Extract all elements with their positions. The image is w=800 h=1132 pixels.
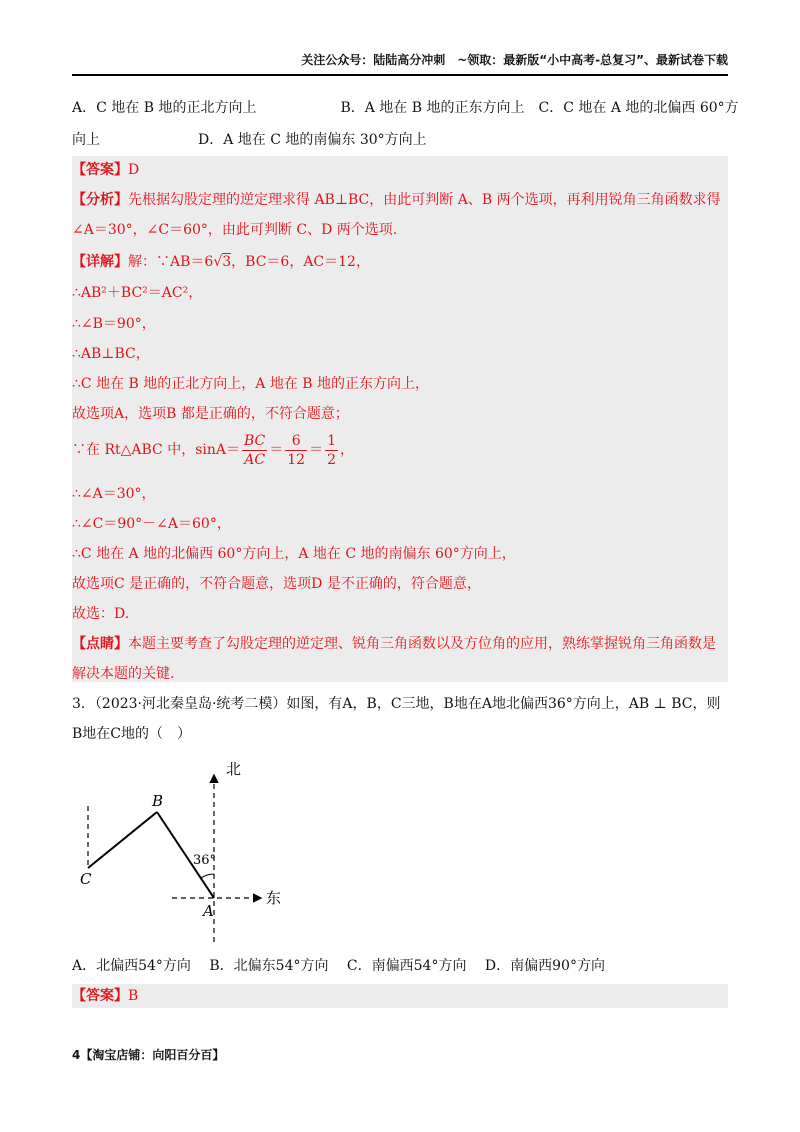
q2-detail-1	[72, 252, 370, 272]
frac3-den: 2	[327, 451, 337, 468]
direction-diagram	[60, 750, 300, 950]
label-east: 东	[266, 889, 282, 907]
q3-stem-2: B地在C地的（ ）	[72, 726, 191, 742]
answer-tag: 【答案】	[72, 162, 128, 178]
q3-answer-value: B	[128, 988, 139, 1004]
q2-detail-4: ∴AB⊥BC，	[72, 346, 150, 362]
q2-detail-2: ∴AB²＋BC²＝AC²，	[72, 285, 203, 301]
detail-text-7a: ∵在 Rt△ABC 中，sinA＝	[72, 442, 240, 458]
segment-cb	[88, 812, 157, 868]
q2-detail-9: ∴∠C＝90°－∠A＝60°，	[72, 516, 231, 532]
analysis-tag: 【分析】	[72, 192, 128, 208]
fraction-bc-ac	[242, 432, 267, 469]
eq-2: ＝	[309, 442, 324, 458]
label-b: B	[152, 792, 164, 810]
q2-detail-11: 故选项C 是正确的，不符合题意，选项D 是不正确的，符合题意，	[72, 576, 481, 592]
q2-analysis-1	[72, 190, 721, 210]
sqrt-symbol: √	[213, 254, 223, 270]
q2-detail-12: 故选：D.	[72, 606, 130, 622]
fraction-1-2	[325, 432, 338, 469]
label-c: C	[80, 870, 92, 888]
detail-text-7b: ，	[340, 442, 355, 458]
q3-options: A．北偏西54°方向 B．北偏东54°方向 C．南偏西54°方向 D．南偏西90°方向	[72, 958, 605, 974]
q2-options-line1: A．C 地在 B 地的正北方向上 B．A 地在 B 地的正东方向上 C．C 地在 A 地的北偏西 60°方	[72, 100, 739, 116]
q3-answer-tag: 【答案】	[72, 988, 128, 1004]
label-a: A	[203, 902, 214, 920]
q2-options-line2: 向上 D．A 地在 C 地的南偏东 30°方向上	[72, 132, 427, 148]
detail-text-1b: ，BC＝6，AC＝12，	[231, 254, 370, 270]
q2-answer	[72, 160, 139, 180]
sqrt-radicand: 3	[222, 254, 232, 270]
q2-detail-10: ∴C 地在 A 地的北偏西 60°方向上，A 地在 C 地的南偏东 60°方向上，	[72, 546, 516, 562]
q3-answer-block	[72, 984, 728, 1008]
label-angle: 36°	[193, 853, 217, 868]
detail-tag: 【详解】	[72, 254, 128, 270]
answer-value: D	[128, 162, 140, 178]
q2-detail-3: ∴∠B＝90°，	[72, 316, 156, 332]
q2-point-2: 解决本题的关键.	[72, 666, 175, 682]
point-tag: 【点睛】	[72, 636, 128, 652]
frac2-num: 6	[285, 432, 307, 451]
point-text-1: 本题主要考查了勾股定理的逆定理、锐角三角函数以及方位角的应用，熟练掌握锐角三角函数是	[128, 636, 716, 652]
fraction-6-12	[285, 432, 307, 469]
eq-1: ＝	[269, 442, 284, 458]
q3-stem-1: 3．（2023·河北秦皇岛·统考二模）如图，有A，B，C三地，B地在A地北偏西36°方向上，AB ⊥ BC，则	[72, 696, 721, 712]
frac3-num: 1	[327, 432, 337, 449]
frac1-num: BC	[244, 432, 266, 449]
q2-detail-7	[72, 430, 354, 470]
q2-detail-6: 故选项A，选项B 都是正确的，不符合题意；	[72, 406, 349, 422]
analysis-text-1: 先根据勾股定理的逆定理求得 AB⊥BC，由此可判断 A、B 两个选项，再利用锐角三角函数求得	[128, 192, 721, 208]
frac2-den: 12	[287, 451, 306, 468]
page-footer: 4【淘宝店铺：向阳百分百】	[72, 1048, 225, 1062]
angle-arc	[201, 874, 214, 878]
page-header: 关注公众号：陆陆高分冲刺 ~领取：最新版“小中高考-总复习”、最新试卷下载	[72, 52, 728, 76]
q3-answer	[72, 986, 138, 1006]
frac1-den: AC	[244, 451, 266, 468]
label-north: 北	[226, 760, 242, 778]
q2-point-1	[72, 634, 716, 654]
q2-detail-5: ∴C 地在 B 地的正北方向上，A 地在 B 地的正东方向上，	[72, 376, 430, 392]
detail-text-1a: 解：∵AB＝6	[128, 254, 214, 270]
q2-analysis-2: ∠A＝30°，∠C＝60°，由此可判断 C、D 两个选项.	[72, 222, 398, 238]
q2-detail-8: ∴∠A＝30°，	[72, 486, 156, 502]
